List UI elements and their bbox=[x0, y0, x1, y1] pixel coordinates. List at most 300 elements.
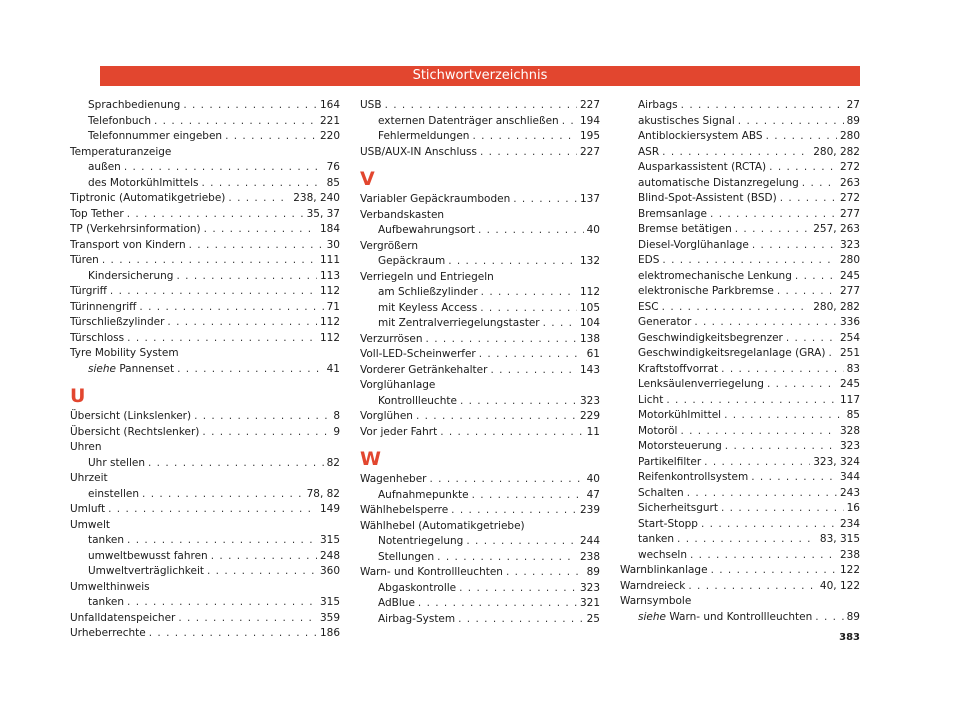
index-page-ref: 238 bbox=[839, 548, 860, 561]
index-term-text: Kindersicherung bbox=[88, 269, 174, 282]
dot-leader bbox=[466, 534, 577, 550]
index-term bbox=[360, 565, 503, 581]
index-term bbox=[638, 160, 766, 176]
index-page-ref: 30 bbox=[326, 238, 340, 251]
index-page-ref: 104 bbox=[579, 317, 600, 329]
index-page-ref: 195 bbox=[579, 130, 600, 142]
dot-leader bbox=[202, 176, 324, 192]
index-term bbox=[360, 347, 476, 363]
index-entry bbox=[70, 191, 340, 207]
dot-leader bbox=[688, 579, 817, 595]
index-subentry bbox=[70, 595, 340, 611]
dot-leader bbox=[416, 409, 577, 425]
index-entry bbox=[70, 253, 340, 269]
index-subentry bbox=[360, 285, 600, 301]
index-entry bbox=[70, 300, 340, 316]
index-term bbox=[638, 331, 783, 347]
index-group-heading: Tyre Mobility System bbox=[70, 347, 179, 359]
index-term bbox=[360, 472, 426, 488]
index-subentry bbox=[70, 176, 340, 192]
index-term-text: Generator bbox=[638, 316, 692, 328]
dot-leader bbox=[562, 114, 577, 130]
index-subentry bbox=[620, 207, 860, 223]
index-page-ref: 184 bbox=[319, 223, 340, 235]
index-page-ref: 111 bbox=[319, 254, 340, 266]
index-term bbox=[70, 331, 124, 347]
index-entry bbox=[70, 315, 340, 331]
index-entry bbox=[360, 332, 600, 348]
index-page-ref: 238 bbox=[579, 550, 600, 563]
index-term-text: Bremsanlage bbox=[638, 207, 708, 220]
index-term-text: Aufbewahrungsort bbox=[378, 224, 475, 236]
index-term bbox=[638, 610, 812, 626]
dot-leader bbox=[735, 222, 810, 238]
index-subentry bbox=[620, 408, 860, 424]
index-term-text: Voll-LED-Scheinwerfer bbox=[360, 348, 476, 360]
index-term-text: Warndreieck bbox=[620, 579, 686, 592]
index-entry bbox=[360, 98, 600, 114]
index-page-ref: 89 bbox=[586, 566, 600, 578]
index-page-ref: 344 bbox=[839, 471, 860, 483]
dot-leader bbox=[478, 223, 584, 239]
dot-leader bbox=[677, 532, 817, 548]
index-subentry bbox=[620, 331, 860, 347]
index-term-text: Verzurrösen bbox=[360, 332, 423, 345]
index-page-ref: 321 bbox=[579, 597, 600, 609]
index-term bbox=[638, 238, 749, 254]
index-page-ref: 132 bbox=[579, 255, 600, 267]
index-page-ref: 112 bbox=[319, 285, 340, 297]
dot-leader bbox=[178, 611, 317, 627]
index-page-ref: 323 bbox=[839, 238, 860, 251]
dot-leader bbox=[751, 470, 837, 486]
index-group-heading: Vergrößern bbox=[360, 239, 418, 252]
index-term-text: elektronische Parkbremse bbox=[638, 285, 774, 297]
index-page-ref: 280, 282 bbox=[813, 145, 860, 158]
dot-leader bbox=[513, 192, 577, 208]
index-term-text: Licht bbox=[638, 393, 664, 406]
index-entry bbox=[70, 207, 340, 223]
dot-leader bbox=[108, 502, 317, 518]
index-page-ref: 112 bbox=[319, 316, 340, 328]
index-page-ref: 11 bbox=[586, 425, 600, 438]
index-term bbox=[70, 315, 164, 331]
index-entry bbox=[360, 145, 600, 161]
index-subentry bbox=[620, 439, 860, 455]
index-term-text: Türschloss bbox=[70, 331, 125, 344]
index-entry bbox=[70, 409, 340, 425]
index-term-text: Türschließzylinder bbox=[70, 316, 165, 328]
index-term-text: EDS bbox=[638, 254, 660, 266]
dot-leader bbox=[211, 549, 317, 565]
index-subentry bbox=[620, 532, 860, 548]
index-page-ref: 194 bbox=[579, 114, 600, 127]
index-term bbox=[638, 470, 748, 486]
index-entry bbox=[360, 347, 600, 363]
index-subentry bbox=[70, 114, 340, 130]
index-subentry bbox=[620, 486, 860, 502]
dot-leader bbox=[458, 612, 584, 628]
index-page-ref: 164 bbox=[319, 99, 340, 111]
index-term-text: Stellungen bbox=[378, 550, 435, 563]
index-page-ref: 245 bbox=[839, 378, 860, 390]
index-term-text: Telefonnummer eingeben bbox=[88, 130, 223, 142]
dot-leader bbox=[752, 238, 837, 254]
index-term-text: Sicherheitsgurt bbox=[638, 502, 718, 514]
dot-leader bbox=[202, 425, 330, 441]
index-term bbox=[360, 363, 487, 379]
index-page-ref: 254 bbox=[839, 331, 860, 344]
index-term-text: Telefonbuch bbox=[88, 114, 151, 127]
index-term bbox=[638, 300, 659, 316]
index-term bbox=[638, 362, 718, 378]
index-subentry bbox=[70, 456, 340, 472]
index-term-text: Gepäckraum bbox=[378, 255, 446, 267]
index-page-ref: 25 bbox=[586, 612, 600, 625]
dot-leader bbox=[385, 98, 577, 114]
index-column-3 bbox=[620, 98, 860, 625]
index-subentry bbox=[360, 581, 600, 597]
dot-leader bbox=[459, 581, 577, 597]
dot-leader bbox=[127, 207, 304, 223]
index-term bbox=[638, 145, 659, 161]
index-term-text: außen bbox=[88, 161, 121, 173]
index-term-text: Motorsteuerung bbox=[638, 440, 722, 452]
index-page-ref: 16 bbox=[846, 502, 860, 514]
index-group-heading: Temperaturanzeige bbox=[70, 145, 172, 158]
dot-leader bbox=[127, 331, 317, 347]
index-term bbox=[88, 595, 124, 611]
index-term bbox=[638, 424, 677, 440]
index-term bbox=[70, 191, 225, 207]
index-subentry bbox=[620, 455, 860, 471]
index-group-heading: Uhren bbox=[70, 441, 102, 453]
index-term bbox=[88, 129, 222, 145]
index-letter-heading: V bbox=[360, 168, 375, 190]
index-subentry bbox=[360, 129, 600, 145]
index-term-text: Top Tether bbox=[70, 207, 124, 220]
index-subentry bbox=[620, 114, 860, 130]
index-term bbox=[88, 160, 121, 176]
index-term bbox=[360, 425, 437, 441]
index-page-ref: 40 bbox=[586, 473, 600, 485]
index-term bbox=[88, 98, 180, 114]
index-page-ref: 112 bbox=[579, 286, 600, 298]
index-page-ref: 89 bbox=[846, 114, 860, 127]
index-subentry bbox=[620, 222, 860, 238]
dot-leader bbox=[786, 331, 837, 347]
index-subentry bbox=[620, 393, 860, 409]
index-subentry bbox=[70, 487, 340, 503]
index-page-ref: 229 bbox=[579, 410, 600, 422]
index-page-ref: 85 bbox=[846, 409, 860, 421]
index-subentry bbox=[70, 564, 340, 580]
index-page-ref: 280, 282 bbox=[813, 300, 860, 313]
dot-leader bbox=[139, 300, 323, 316]
index-page-ref: 315 bbox=[319, 534, 340, 546]
index-term-text: Fehlermeldungen bbox=[378, 130, 470, 142]
index-term-text: Reifenkontrollsystem bbox=[638, 471, 749, 483]
index-term-text: Motorkühlmittel bbox=[638, 409, 722, 421]
index-term-text: Wagenheber bbox=[360, 473, 427, 485]
index-term bbox=[378, 596, 415, 612]
index-term bbox=[638, 377, 764, 393]
index-group-heading: Verriegeln und Entriegeln bbox=[360, 270, 494, 283]
dot-leader bbox=[429, 472, 583, 488]
index-page-ref: 221 bbox=[319, 114, 340, 127]
index-column-2 bbox=[360, 98, 600, 627]
index-subentry bbox=[620, 269, 860, 285]
index-term bbox=[70, 238, 186, 254]
index-term bbox=[378, 394, 457, 410]
index-entry bbox=[70, 425, 340, 441]
index-entry bbox=[360, 425, 600, 441]
index-subentry bbox=[620, 253, 860, 269]
index-term-text: Kontrollleuchte bbox=[378, 394, 457, 407]
dot-leader bbox=[451, 503, 577, 519]
index-term bbox=[360, 192, 510, 208]
index-term-text: Übersicht (Linkslenker) bbox=[70, 410, 192, 422]
dot-leader bbox=[460, 394, 577, 410]
index-term-text: automatische Distanzregelung bbox=[638, 176, 799, 189]
index-term-text: Notentriegelung bbox=[378, 535, 464, 547]
index-term bbox=[638, 253, 659, 269]
index-term-text: Sprachbedienung bbox=[88, 99, 181, 111]
index-term-text: Umweltverträglichkeit bbox=[88, 565, 204, 577]
index-entry bbox=[70, 502, 340, 518]
index-page-ref: 272 bbox=[839, 192, 860, 204]
index-page-ref: 323 bbox=[579, 394, 600, 407]
index-subentry bbox=[620, 129, 860, 145]
index-page-ref: 243 bbox=[839, 486, 860, 499]
index-term bbox=[70, 611, 175, 627]
index-subentry bbox=[360, 550, 600, 566]
index-subentry bbox=[620, 517, 860, 533]
index-term-text: tanken bbox=[88, 534, 125, 546]
index-term-text: Transport von Kindern bbox=[70, 238, 186, 251]
index-term-text: Variabler Gepäckraumboden bbox=[360, 193, 511, 205]
dot-leader bbox=[437, 550, 577, 566]
dot-leader bbox=[102, 253, 317, 269]
dot-leader bbox=[207, 564, 317, 580]
index-group-heading: Wählhebel (Automatikgetriebe) bbox=[360, 519, 525, 532]
index-term-text: externen Datenträger anschließen bbox=[378, 114, 559, 127]
index-term-text: Kraftstoffvorrat bbox=[638, 362, 719, 375]
index-page-ref: 244 bbox=[579, 535, 600, 547]
index-entry bbox=[360, 503, 600, 519]
dot-leader bbox=[183, 98, 317, 114]
index-page-ref: 117 bbox=[839, 393, 860, 406]
index-term bbox=[378, 581, 456, 597]
dot-leader bbox=[479, 347, 584, 363]
index-page-ref: 61 bbox=[586, 348, 600, 360]
index-page-ref: 85 bbox=[326, 176, 340, 189]
index-page-ref: 323 bbox=[839, 440, 860, 452]
index-letter-heading: W bbox=[360, 448, 381, 470]
index-subentry bbox=[620, 501, 860, 517]
index-term-text: des Motorkühlmittels bbox=[88, 176, 199, 189]
index-term-text: akustisches Signal bbox=[638, 114, 735, 127]
index-page-ref: 83, 315 bbox=[819, 533, 860, 545]
index-page-ref: 239 bbox=[579, 504, 600, 516]
index-subentry bbox=[70, 98, 340, 114]
index-term bbox=[70, 409, 191, 425]
dot-leader bbox=[448, 254, 577, 270]
index-page-ref: 315 bbox=[319, 596, 340, 608]
dot-leader bbox=[725, 439, 837, 455]
index-page-ref: 277 bbox=[839, 285, 860, 297]
index-term bbox=[378, 612, 455, 628]
dot-leader bbox=[228, 191, 290, 207]
index-page-ref: 112 bbox=[319, 331, 340, 344]
index-term-text: Aufnahmepunkte bbox=[378, 488, 469, 501]
index-term bbox=[638, 408, 721, 424]
index-page-ref: 359 bbox=[319, 611, 340, 624]
index-subentry bbox=[620, 362, 860, 378]
index-page-ref: 82 bbox=[326, 456, 340, 469]
index-term-text: Warn- und Kontrollleuchten bbox=[360, 566, 503, 578]
index-term bbox=[378, 301, 477, 317]
dot-leader bbox=[127, 533, 317, 549]
index-page-ref: 71 bbox=[326, 300, 340, 313]
index-page-ref: 263 bbox=[839, 176, 860, 189]
index-term bbox=[378, 254, 445, 270]
index-group-heading: Warnsymbole bbox=[620, 595, 692, 607]
index-page-ref: 234 bbox=[839, 517, 860, 530]
dot-leader bbox=[687, 486, 837, 502]
dot-leader bbox=[721, 362, 843, 378]
index-page-ref: 280 bbox=[839, 254, 860, 266]
index-term bbox=[638, 222, 732, 238]
index-term-text: Schalten bbox=[638, 486, 684, 499]
index-subentry bbox=[360, 223, 600, 239]
index-subentry bbox=[70, 269, 340, 285]
dot-leader bbox=[177, 362, 324, 378]
index-term bbox=[70, 222, 201, 238]
page-header bbox=[100, 66, 860, 86]
index-term bbox=[638, 517, 698, 533]
index-term-text: Antiblockiersystem ABS bbox=[638, 130, 763, 142]
index-subentry bbox=[360, 316, 600, 332]
index-term bbox=[620, 563, 708, 579]
index-subentry bbox=[360, 254, 600, 270]
dot-leader bbox=[802, 176, 837, 192]
index-entry bbox=[70, 611, 340, 627]
index-term bbox=[88, 114, 151, 130]
index-term-text: Ausparkassistent (RCTA) bbox=[638, 161, 767, 173]
dot-leader bbox=[766, 129, 837, 145]
dot-leader bbox=[440, 425, 583, 441]
index-term-text: Vor jeder Fahrt bbox=[360, 425, 438, 438]
index-term bbox=[360, 145, 477, 161]
index-subentry bbox=[620, 610, 860, 626]
index-page-ref: 272 bbox=[839, 161, 860, 173]
index-term bbox=[70, 207, 124, 223]
dot-leader bbox=[189, 238, 324, 254]
index-term bbox=[70, 626, 146, 642]
dot-leader bbox=[777, 284, 837, 300]
index-group-heading: Umwelt bbox=[70, 518, 110, 531]
dot-leader bbox=[480, 301, 577, 317]
index-page-ref: 323, 324 bbox=[813, 455, 860, 468]
index-page-ref: 138 bbox=[579, 332, 600, 345]
dot-leader bbox=[795, 269, 837, 285]
index-term bbox=[638, 455, 701, 471]
index-term-text: Abgaskontrolle bbox=[378, 581, 457, 594]
dot-leader bbox=[710, 207, 837, 223]
index-term-text: USB bbox=[360, 99, 382, 111]
index-term bbox=[638, 191, 777, 207]
index-term bbox=[70, 284, 107, 300]
index-term bbox=[638, 114, 735, 130]
index-entry bbox=[620, 563, 860, 579]
index-subentry bbox=[620, 238, 860, 254]
dot-leader bbox=[690, 548, 837, 564]
index-term-text: elektromechanische Lenkung bbox=[638, 269, 792, 282]
index-entry bbox=[360, 363, 600, 379]
index-term bbox=[70, 425, 199, 441]
index-term-text: einstellen bbox=[88, 487, 140, 500]
page-title: Stichwortverzeichnis bbox=[412, 68, 548, 83]
index-page-ref: 328 bbox=[839, 424, 860, 437]
index-page-ref: 35, 37 bbox=[306, 207, 340, 220]
index-entry bbox=[70, 626, 340, 642]
dot-leader bbox=[701, 517, 837, 533]
index-term bbox=[70, 300, 136, 316]
index-page-ref: 186 bbox=[319, 627, 340, 639]
index-term bbox=[378, 129, 469, 145]
index-page-ref: 78, 82 bbox=[306, 487, 340, 500]
index-term-text: Vorglühen bbox=[360, 410, 413, 422]
index-term bbox=[70, 502, 105, 518]
index-group-heading: Vorglühanlage bbox=[360, 379, 436, 391]
dot-leader bbox=[704, 455, 810, 471]
dot-leader bbox=[662, 300, 811, 316]
dot-leader bbox=[681, 98, 844, 114]
dot-leader bbox=[780, 191, 837, 207]
index-term bbox=[88, 362, 174, 378]
index-term bbox=[378, 223, 475, 239]
dot-leader bbox=[828, 346, 837, 362]
index-entry bbox=[70, 331, 340, 347]
index-term bbox=[88, 549, 208, 565]
index-term bbox=[88, 456, 145, 472]
index-page-ref: 336 bbox=[839, 316, 860, 328]
index-term-text: Diesel-Vorglühanlage bbox=[638, 238, 749, 251]
index-subentry bbox=[360, 394, 600, 410]
index-term bbox=[638, 439, 722, 455]
page-number: 383 bbox=[839, 632, 860, 643]
dot-leader bbox=[225, 129, 317, 145]
index-subentry bbox=[360, 612, 600, 628]
index-term-text: Vorderer Getränkehalter bbox=[360, 363, 488, 376]
index-subentry bbox=[620, 300, 860, 316]
index-entry bbox=[70, 238, 340, 254]
index-page-ref: 257, 263 bbox=[813, 223, 860, 235]
index-page-ref: 122 bbox=[839, 564, 860, 576]
index-term-text: Unfalldatenspeicher bbox=[70, 611, 176, 624]
dot-leader bbox=[418, 596, 577, 612]
index-term-text: Türen bbox=[70, 254, 99, 266]
index-page-ref: 137 bbox=[579, 193, 600, 205]
index-term bbox=[638, 207, 707, 223]
dot-leader bbox=[194, 409, 330, 425]
index-term bbox=[378, 534, 463, 550]
index-column-1 bbox=[70, 98, 340, 642]
index-subentry bbox=[620, 548, 860, 564]
index-page-ref: 149 bbox=[319, 503, 340, 515]
dot-leader bbox=[738, 114, 844, 130]
